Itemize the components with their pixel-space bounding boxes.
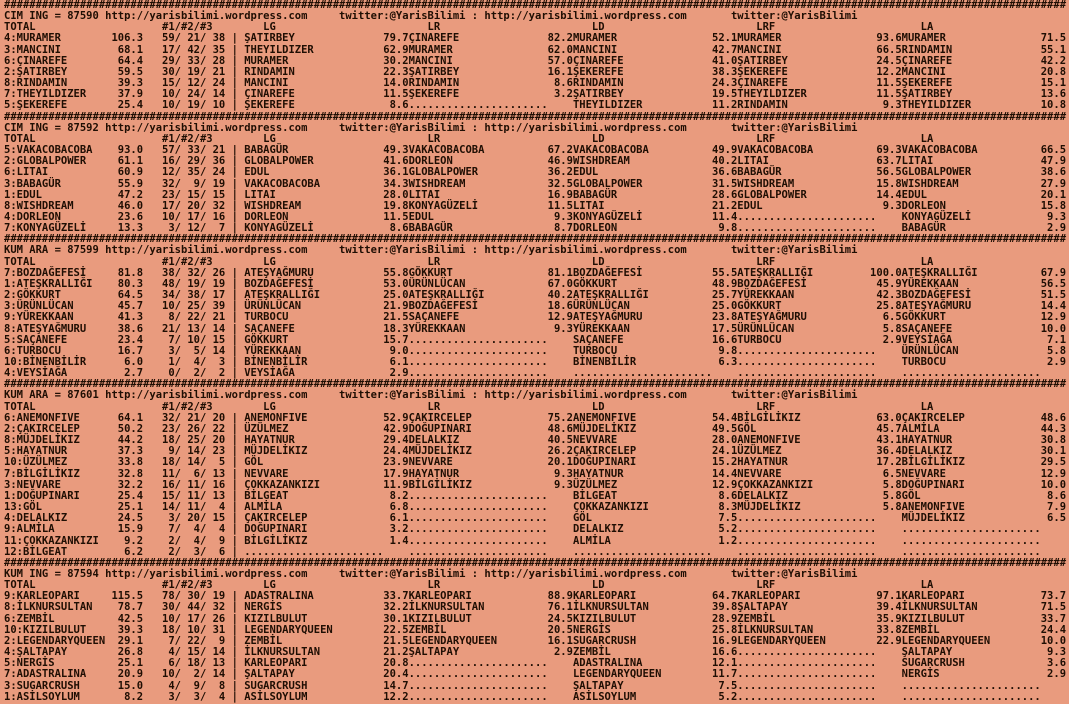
section-header-line: KUM ING = 87594 http://yarisbilimi.wordpress.com twitter:@YarisBilimi : http://yarisbilimi.wordpress.com twitter:@YarisBilimi [4,567,858,580]
column-header-line: TOTAL #1/#2/#3 LG LR LD LRF LA [4,21,1067,34]
table-row: 1:ATEŞKRALLIĞI 80.3 48/ 19/ 19 | BOZDAĞEFESİ 53.0ÜRÜNLÜCAN 67.0GÖKKURT 48.9BOZDAĞEFESİ 45.9YÜREKKAAN 56.5 [4,277,1067,290]
table-row: 1:EDUL 47.2 23/ 15/ 15 | LITAI 28.0LITAI 16.9BABAGÜR 28.6GLOBALPOWER 14.4EDUL 20.1 [4,188,1067,201]
separator-hash-line: ######################################################################################################################################################################## [4,110,1067,123]
table-row: 7:THEYILDIZER 37.9 10/ 24/ 14 | ÇINAREFE 11.5ŞEKEREFE 3.2ŞATIRBEY 19.5THEYILDIZER 11.5ŞATIRBEY 13.6 [4,88,1067,101]
table-row: 6:ZEMBİL 42.5 10/ 17/ 26 | KIZILBULUT 30.1KIZILBULUT 24.5KIZILBULUT 28.9ZEMBİL 35.9KIZILBULUT 33.7 [4,612,1067,625]
table-row: 5:ŞEKEREFE 25.4 10/ 19/ 10 | ŞEKEREFE 8.6...................... THEYILDIZER 11.2RINDAMIN 9.3THEYILDIZER 10.8 [4,99,1067,112]
table-row: 8:WISHDREAM 46.0 17/ 20/ 32 | WISHDREAM 19.8KONYAGÜZELİ 11.5LITAI 21.2EDUL 9.3DORLEON 15.8 [4,199,1067,212]
race-section [4,234,1069,379]
table-row: 3:ÜRÜNLÜCAN 45.7 10/ 25/ 39 | ÜRÜNLÜCAN 21.9BOZDAĞEFESİ 18.6ÜRÜNLÜCAN 25.0GÖKKURT 25.8ATEŞYAĞMURU 14.4 [4,300,1067,313]
table-row: 7:BOZDAĞEFESİ 81.8 38/ 32/ 26 | ATEŞYAĞMURU 55.8GÖKKURT 81.1BOZDAĞEFESİ 55.5ATEŞKRALLIĞI 100.0ATEŞKRALLIĞI 67.9 [4,266,1067,279]
table-row: 2:GÖKKURT 64.5 34/ 38/ 17 | ATEŞKRALLIĞI 25.0ATEŞKRALLIĞI 40.2ATEŞKRALLIĞI 25.7YÜREKKAAN 42.3BOZDAĞEFESİ 51.5 [4,289,1067,302]
table-row: 9:ALMİLA 15.9 7/ 4/ 4 | DOĞUPINARI 3.2...................... DELALKIZ 5.2...................... ...................... [4,523,1067,536]
table-row: 10:KIZILBULUT 39.3 18/ 10/ 31 | LEGENDARYQUEEN 22.5ZEMBİL 20.5NERGİS 25.8İLKNURSULTAN 33.8ZEMBİL 24.4 [4,623,1067,636]
race-section [4,0,1069,112]
section-header-line: KUM ARA = 87601 http://yarisbilimi.wordpress.com twitter:@YarisBilimi : http://yarisbilimi.wordpress.com twitter:@YarisBilimi [4,389,858,402]
section-header-line: CIM ING = 87590 http://yarisbilimi.wordpress.com twitter:@YarisBilimi : http://yarisbilimi.wordpress.com twitter:@YarisBilimi [4,10,858,23]
table-row: 8:İLKNURSULTAN 78.7 30/ 44/ 32 | NERGİS 32.2İLKNURSULTAN 76.1İLKNURSULTAN 39.8ŞALTAPAY 39.4İLKNURSULTAN 71.5 [4,601,1067,614]
separator-hash-line: ######################################################################################################################################################################## [4,0,1067,11]
table-row: 3:SUGARCRUSH 15.0 4/ 9/ 8 | SUGARCRUSH 14.7...................... ŞALTAPAY 7.5...................... ...................... [4,679,1067,692]
table-row: 4:DELALKIZ 24.5 3/ 20/ 15 | ÇAKIRCELEP 6.1...................... GÖL 7.5...................... MÜJDELİKIZ 6.5 [4,512,1067,525]
table-row: 7:KONYAGÜZELİ 13.3 3/ 12/ 7 | KONYAGÜZELİ 8.6BABAGÜR 8.7DORLEON 9.8...................... BABAGÜR 2.9 [4,222,1067,235]
table-row: 4:MURAMER 106.3 59/ 21/ 38 | ŞATIRBEY 79.7ÇINAREFE 82.2MURAMER 52.1MURAMER 93.6MURAMER 71.5 [4,32,1067,45]
table-row: 6:TURBOCU 16.7 3/ 5/ 14 | YÜREKKAAN 9.0...................... TURBOCU 9.8...................... ÜRÜNLÜCAN 5.8 [4,344,1067,357]
table-row: 4:ŞALTAPAY 26.8 4/ 15/ 14 | İLKNURSULTAN 21.2ŞALTAPAY 2.9ZEMBİL 16.6...................... ŞALTAPAY 9.3 [4,646,1067,659]
table-row: 5:VAKACOBACOBA 93.0 57/ 33/ 21 | BABAGÜR 49.3VAKACOBACOBA 67.2VAKACOBACOBA 49.9VAKACOBACOBA 69.3VAKACOBACOBA 66.5 [4,144,1067,157]
separator-hash-line: ######################################################################################################################################################################## [4,556,1067,569]
table-row: 3:MANCINI 68.1 17/ 42/ 35 | THEYILDIZER 62.9MURAMER 62.0MANCINI 42.7MANCINI 66.5RINDAMIN 55.1 [4,43,1067,56]
table-row: 5:NERGİS 25.1 6/ 18/ 13 | KARLEOPARI 20.8...................... ADASTRALINA 12.1...................... SUGARCRUSH 3.6 [4,657,1067,670]
column-header-line: TOTAL #1/#2/#3 LG LR LD LRF LA [4,132,1067,145]
table-row: 7:ADASTRALINA 20.9 10/ 2/ 14 | ŞALTAPAY 20.4...................... LEGENDARYQUEEN 11.7...................... NERGİS 2.9 [4,668,1067,681]
table-row: 9:KARLEOPARI 115.5 78/ 30/ 19 | ADASTRALINA 33.7KARLEOPARI 88.9KARLEOPARI 64.7KARLEOPARI 97.1KARLEOPARI 73.7 [4,590,1067,603]
table-row: 3:BABAGÜR 55.9 32/ 9/ 19 | VAKACOBACOBA 34.3WISHDREAM 32.5GLOBALPOWER 31.5WISHDREAM 15.8WISHDREAM 27.9 [4,177,1067,190]
column-header-line: TOTAL #1/#2/#3 LG LR LD LRF LA [4,255,1067,268]
table-row: 9:YÜREKKAAN 41.3 8/ 22/ 21 | TURBOCU 21.5SAÇANEFE 12.9ATEŞYAĞMURU 23.8ATEŞYAĞMURU 6.5GÖKKURT 12.9 [4,311,1067,324]
table-row: 5:HAYATNUR 37.3 9/ 14/ 23 | MÜJDELİKIZ 24.4MÜJDELİKIZ 26.2ÇAKIRCELEP 24.1ÜZÜLMEZ 36.4DELALKIZ 30.1 [4,445,1067,458]
table-row: 3:NEVVARE 32.2 16/ 11/ 16 | ÇOKKAZANKIZI 11.9BİLGİLİKIZ 9.3ÜZÜLMEZ 12.9ÇOKKAZANKIZI 5.8DOĞUPINARI 10.0 [4,478,1067,491]
section-header-line: KUM ARA = 87599 http://yarisbilimi.wordpress.com twitter:@YarisBilimi : http://yarisbilimi.wordpress.com twitter:@YarisBilimi [4,244,858,257]
separator-hash-line: ######################################################################################################################################################################## [4,378,1067,391]
table-row: 6:ANEMONFIVE 64.1 32/ 21/ 20 | ANEMONFIVE 52.9ÇAKIRCELEP 75.2ANEMONFIVE 54.4BİLGİLİKIZ 63.0ÇAKIRCELEP 48.6 [4,411,1067,424]
column-header-line: TOTAL #1/#2/#3 LG LR LD LRF LA [4,579,1067,592]
table-row: 6:LITAI 60.9 12/ 35/ 24 | EDUL 36.1GLOBALPOWER 36.2EDUL 36.6BABAGÜR 56.5GLOBALPOWER 38.6 [4,166,1067,179]
table-row: 6:ÇINAREFE 64.4 29/ 33/ 28 | MURAMER 30.2MANCINI 57.0ÇINAREFE 41.0ŞATIRBEY 24.5ÇINAREFE 42.2 [4,54,1067,67]
table-row: 10:BİNENBİLİR 6.0 1/ 4/ 3 | BİNENBİLİR 6.1...................... BİNENBİLİR 6.3...................... TURBOCU 2.9 [4,356,1067,368]
table-row: 1:ASİLSOYLUM 8.2 3/ 3/ 4 | ASİLSOYLUM 12.2...................... ASİLSOYLUM 5.2...................... ...................... [4,690,1067,703]
table-row: 8:MÜJDELİKIZ 44.2 18/ 25/ 20 | HAYATNUR 29.4DELALKIZ 40.5NEVVARE 28.0ANEMONFIVE 43.1HAYATNUR 30.8 [4,434,1067,447]
table-row: 1:DOĞUPINARI 25.4 15/ 11/ 13 | BİLGEAT 8.2...................... BİLGEAT 8.6DELALKIZ 5.8GÖL 8.6 [4,489,1067,502]
table-row: 4:DORLEON 23.6 10/ 17/ 16 | DORLEON 11.5EDUL 9.3KONYAGÜZELİ 11.4...................... KONYAGÜZELİ 9.3 [4,210,1067,223]
race-section [4,112,1069,235]
table-row: 5:SAÇANEFE 23.4 7/ 10/ 15 | GÖKKURT 15.7...................... SAÇANEFE 16.6TURBOCU 2.9VEYSİAĞA 7.1 [4,333,1067,346]
table-row: 12:BİLGEAT 6.2 2/ 3/ 6 | ...................... ...................... ...................... ...................... ...................... [4,545,1067,558]
separator-hash-line: ######################################################################################################################################################################## [4,233,1067,246]
table-row: 4:VEYSİAĞA 2.7 0/ 2/ 2 | VEYSİAĞA 2.9...................... ...................... ...................... ...................... [4,367,1067,380]
table-row: 2:ÇAKIRCELEP 50.2 23/ 26/ 22 | ÜZÜLMEZ 42.9DOĞUPINARI 48.6MÜJDELİKIZ 49.5GÖL 45.7ALMİLA 44.3 [4,422,1067,435]
table-row: 2:LEGENDARYQUEEN 29.1 7/ 22/ 9 | ZEMBİL 21.5LEGENDARYQUEEN 16.1SUGARCRUSH 16.9LEGENDARYQUEEN 22.9LEGENDARYQUEEN 10.0 [4,634,1067,647]
table-row: 13:GÖL 25.1 14/ 11/ 4 | ALMİLA 6.8...................... ÇOKKAZANKIZI 8.3MÜJDELİKIZ 5.8ANEMONFIVE 7.9 [4,501,1067,514]
table-row: 11:ÇOKKAZANKIZI 9.2 2/ 4/ 9 | BİLGİLİKIZ 1.4...................... ALMİLA 1.2...................... ...................... [4,534,1067,547]
section-header-line: CIM ING = 87592 http://yarisbilimi.wordpress.com twitter:@YarisBilimi : http://yarisbilimi.wordpress.com twitter:@YarisBilimi [4,121,858,134]
column-header-line: TOTAL #1/#2/#3 LG LR LD LRF LA [4,400,1067,413]
table-row: 8:RINDAMIN 39.3 15/ 12/ 24 | MANCINI 14.0RINDAMIN 8.6RINDAMIN 24.3ÇINAREFE 11.5ŞEKEREFE 15.1 [4,77,1067,90]
table-row: 2:GLOBALPOWER 61.1 16/ 29/ 36 | GLOBALPOWER 41.6DORLEON 46.9WISHDREAM 40.2LITAI 63.7LITAI 47.9 [4,155,1067,168]
race-section [4,379,1069,558]
race-section [4,558,1069,703]
table-row: 7:BİLGİLİKIZ 32.8 11/ 6/ 13 | NEVVARE 17.9HAYATNUR 9.3HAYATNUR 14.4NEVVARE 6.5NEVVARE 12.9 [4,467,1067,480]
table-row: 2:ŞATIRBEY 59.5 30/ 19/ 21 | RINDAMIN 22.3ŞATIRBEY 16.1ŞEKEREFE 38.3ŞEKEREFE 12.2MANCINI 20.8 [4,65,1067,78]
table-row: 10:ÜZÜLMEZ 33.8 18/ 14/ 5 | GÖL 23.9NEVVARE 20.1DOĞUPINARI 15.2HAYATNUR 17.2BİLGİLİKIZ 29.5 [4,456,1067,469]
table-row: 8:ATEŞYAĞMURU 38.6 21/ 13/ 14 | SAÇANEFE 18.3YÜREKKAAN 9.3YÜREKKAAN 17.5ÜRÜNLÜCAN 5.8SAÇANEFE 10.0 [4,322,1067,335]
